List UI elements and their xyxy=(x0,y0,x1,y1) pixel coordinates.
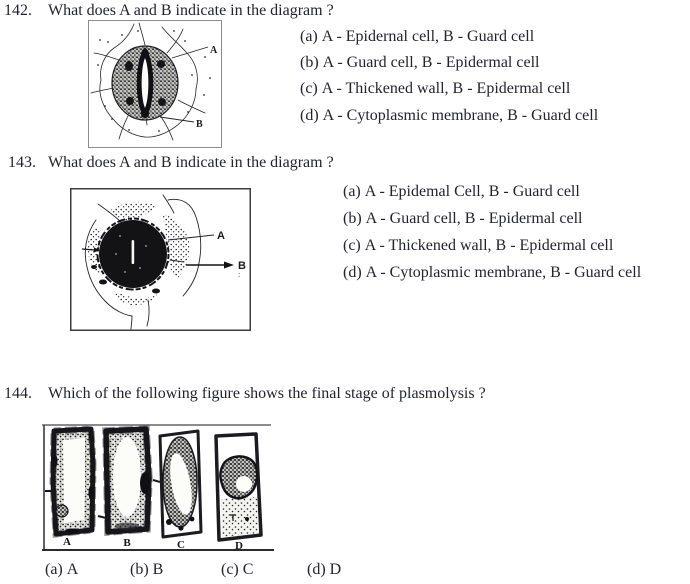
plasmolysis-stages-figure xyxy=(42,423,274,553)
option-a xyxy=(45,561,78,579)
option-text: A - Cytoplasmic membrane, B - Guard cell xyxy=(365,263,642,281)
figure-label-a: A xyxy=(217,230,225,242)
option-key: (a) xyxy=(343,183,361,200)
option-key: (c) xyxy=(343,236,361,254)
option-key: (b) xyxy=(130,561,149,578)
option-text: A - Guard cell, B - Epidermal cell xyxy=(365,209,583,227)
option-text: D xyxy=(329,561,342,578)
cell-label-a: A xyxy=(63,536,71,548)
figure-label-b: B xyxy=(196,119,203,130)
option-key: (b) xyxy=(343,209,362,227)
cell-a xyxy=(45,429,94,548)
option-b xyxy=(343,206,641,233)
stoma-closed-figure xyxy=(70,188,251,331)
option-text: A - Thickened wall, B - Epidermal cell xyxy=(364,236,614,254)
option-text: A - Thickened wall, B - Epidermal cell xyxy=(321,80,571,98)
question-number: 142. xyxy=(4,2,32,19)
cell-b xyxy=(98,429,150,549)
figure-label-a: A xyxy=(210,45,218,56)
cell-label-d: D xyxy=(235,540,243,552)
option-key: (d) xyxy=(307,561,326,578)
option-text: C xyxy=(242,561,254,578)
option-d xyxy=(343,260,641,287)
cell-d xyxy=(216,434,261,552)
option-d xyxy=(307,561,341,579)
option-a xyxy=(343,179,641,206)
question-text: What does A and B indicate in the diagram ? xyxy=(48,2,334,19)
option-text: A - Guard cell, B - Epidermal cell xyxy=(322,54,540,72)
option-text: A - Epidemal Cell, B - Guard cell xyxy=(364,183,580,200)
option-c xyxy=(221,561,253,579)
option-key: (d) xyxy=(343,263,362,281)
options-list xyxy=(343,179,641,287)
cell-c xyxy=(153,431,201,551)
cell-label-c: C xyxy=(177,539,185,551)
option-key: (a) xyxy=(45,561,63,578)
option-key: (b) xyxy=(300,54,319,72)
option-b xyxy=(300,50,598,76)
option-b xyxy=(130,561,163,579)
scan-artifact-mark: : xyxy=(238,270,241,279)
question-text: What does A and B indicate in the diagram ? xyxy=(48,154,334,171)
option-text: B xyxy=(152,561,164,578)
figure-label-b: B xyxy=(238,260,246,272)
option-c xyxy=(343,233,641,260)
option-key: (a) xyxy=(300,28,318,45)
option-key: (c) xyxy=(221,561,239,578)
options-list xyxy=(300,24,598,129)
option-key: (d) xyxy=(300,106,319,124)
option-key: (c) xyxy=(300,80,318,98)
option-text: A - Epidernal cell, B - Guard cell xyxy=(321,28,535,45)
option-c xyxy=(300,76,598,102)
question-number: 143. xyxy=(8,154,36,171)
option-text: A - Cytoplasmic membrane, B - Guard cell xyxy=(322,106,599,124)
question-number: 144. xyxy=(4,385,32,402)
option-text: A xyxy=(66,561,79,578)
option-d xyxy=(300,103,598,129)
question-text: Which of the following figure shows the final stage of plasmolysis ? xyxy=(48,385,486,402)
stoma-open-figure xyxy=(88,20,222,148)
cell-label-b: B xyxy=(123,537,131,549)
option-a xyxy=(300,24,598,50)
stoma-slit xyxy=(132,240,135,264)
